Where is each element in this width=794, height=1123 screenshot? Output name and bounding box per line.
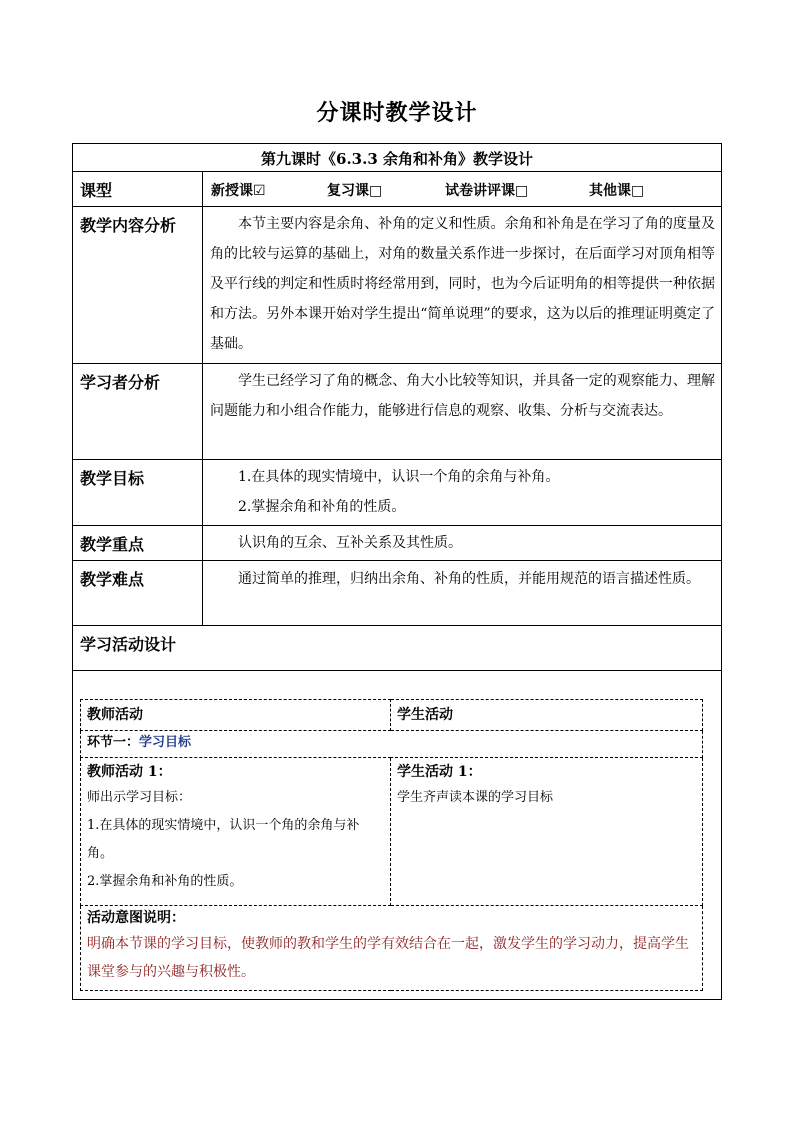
teacher-activity-title: 教师活动 1： (87, 764, 172, 780)
difficulties-label: 教学难点 (73, 561, 203, 626)
difficulties-text: 通过简单的推理，归纳出余角、补角的性质，并能用规范的语言描述性质。 (238, 571, 700, 587)
lesson-title: 第九课时《6.3.3 余角和补角》教学设计 (73, 144, 722, 172)
teacher-activity-line: 1.在具体的现实情境中，认识一个角的余角与补角。 (87, 818, 360, 861)
content-analysis-label: 教学内容分析 (73, 207, 203, 364)
option-other-lesson[interactable]: 其他课□ (589, 183, 645, 199)
key-points-text: 认识角的互余、互补关系及其性质。 (238, 535, 462, 551)
lesson-type-label: 课型 (73, 172, 203, 207)
checked-box-icon: ☑ (253, 183, 266, 199)
student-activity-header: 学生活动 (391, 700, 703, 731)
teacher-activity-header: 教师活动 (81, 700, 391, 731)
activity-intent-text: 明确本节课的学习目标，使教师的教和学生的学有效结合在一起，激发学生的学习动力，提高学生课堂参与的兴趣与积极性。 (87, 936, 689, 980)
option-new-lesson[interactable]: 新授课☑ (211, 183, 266, 199)
activity-intent-cell (81, 906, 703, 991)
empty-box-icon: □ (369, 183, 383, 199)
phase-value: 学习目标 (139, 735, 192, 750)
option-review-lesson[interactable]: 复习课□ (327, 183, 383, 199)
content-analysis-text: 本节主要内容是余角、补角的定义和性质。余角和补角是在学习了角的度量及角的比较与运算的基础上，对角的数量关系作进一步探讨，在后面学习对顶角相等及平行线的判定和性质时将经常用到，同时，也为今后证明角的相等提供一种依据和方法。另外本课开始对学生提出“简单说理”的要求，这为以后的推理证明奠定了基础。 (210, 216, 715, 352)
empty-box-icon: □ (515, 183, 529, 199)
objectives-label: 教学目标 (73, 460, 203, 526)
learner-analysis-label: 学习者分析 (73, 364, 203, 460)
phase-label: 环节一： (87, 735, 140, 750)
activity-design-section (73, 671, 722, 1000)
empty-box-icon: □ (631, 183, 645, 199)
objective-item: 2.掌握余角和补角的性质。 (238, 499, 406, 515)
activity-design-label: 学习活动设计 (73, 626, 722, 671)
key-points-label: 教学重点 (73, 526, 203, 561)
lesson-type-options (203, 172, 722, 207)
phase-row (81, 731, 703, 758)
teacher-activity-line: 师出示学习目标： (87, 790, 192, 805)
activity-table (80, 699, 703, 991)
option-exam-review-lesson[interactable]: 试卷讲评课□ (445, 183, 529, 199)
objective-item: 1.在具体的现实情境中，认识一个角的余角与补角。 (238, 469, 560, 485)
lesson-plan-table (72, 143, 722, 1000)
page-title: 分课时教学设计 (316, 100, 478, 126)
teacher-activity-cell (81, 758, 391, 906)
activity-intent-label: 活动意图说明： (87, 910, 185, 926)
learner-analysis-text: 学生已经学习了角的概念、角大小比较等知识，并具备一定的观察能力、理解问题能力和小组合作能力，能够进行信息的观察、收集、分析与交流表达。 (210, 373, 715, 419)
student-activity-text: 学生齐声读本课的学习目标 (397, 790, 554, 805)
student-activity-title: 学生活动 1： (397, 764, 482, 780)
student-activity-cell (391, 758, 703, 906)
teacher-activity-line: 2.掌握余角和补角的性质。 (87, 874, 243, 889)
